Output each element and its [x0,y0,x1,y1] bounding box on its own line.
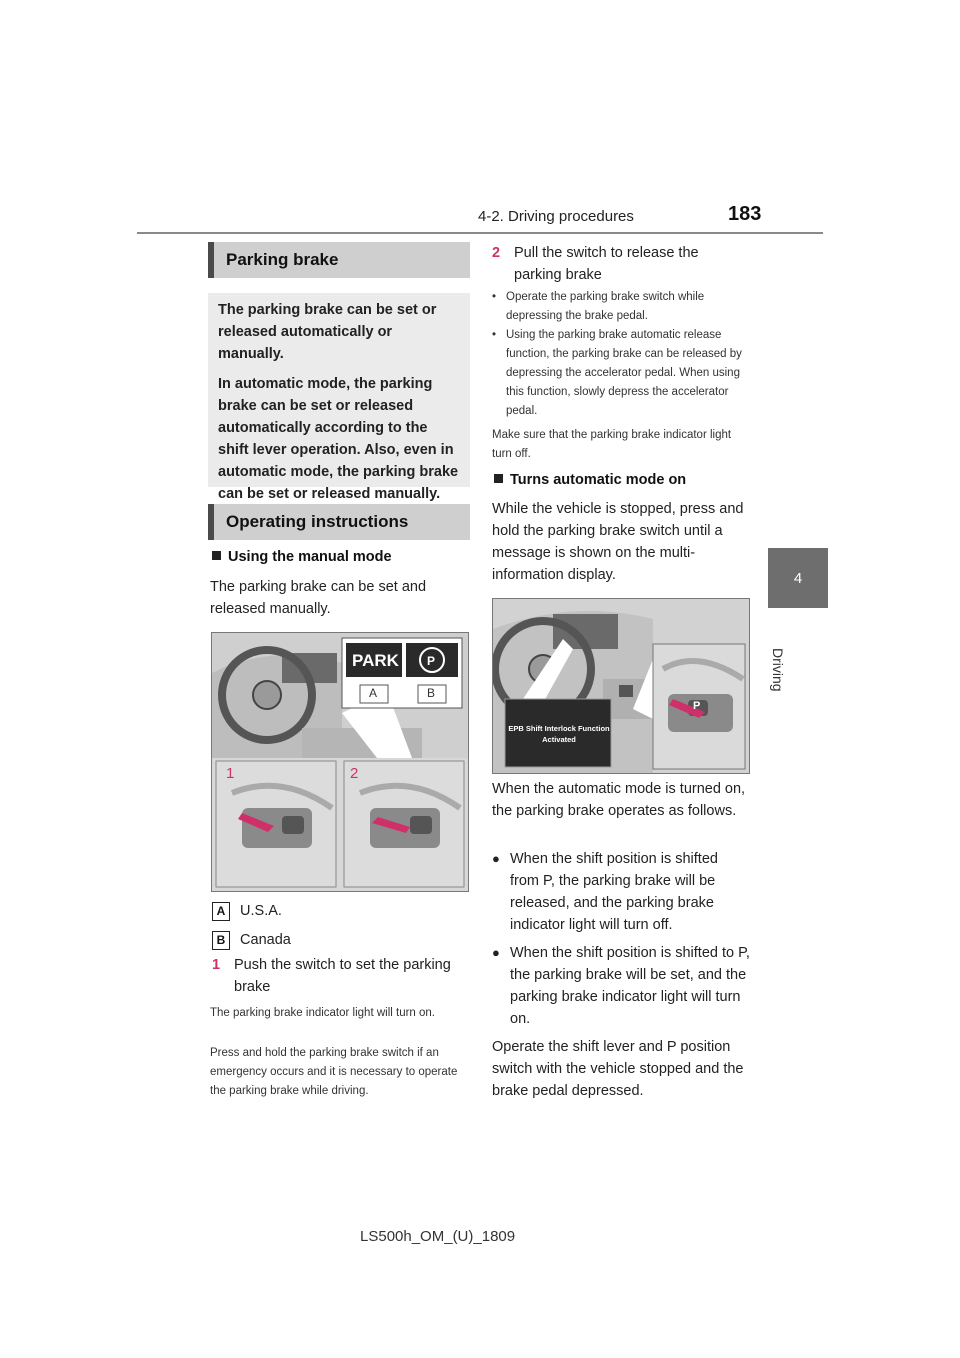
final-instruction: Operate the shift lever and P position switch with the vehicle stopped and the brake pedal depressed. [492,1039,744,1099]
p-switch-symbol: P [693,700,701,712]
intro-paragraph-1: The parking brake can be set or released automatically or manually. [218,302,437,362]
callout-a: A [369,686,378,700]
message-line-2: Activated [542,735,576,744]
figure-automatic-mode [492,598,750,774]
step-2 [492,242,748,286]
p-indicator-symbol: P [427,654,436,668]
heading-bar [208,504,214,540]
square-bullet-icon [494,474,503,483]
step-marker-1: 1 [226,765,235,782]
bullet-text: Operate the parking brake switch while depressing the brake pedal. [506,291,705,322]
bullet-dot: • [492,291,497,303]
page-number: 183 [728,203,762,225]
subheading-manual-mode [212,549,472,565]
chapter-label: Driving [770,648,786,692]
intro-box [208,293,470,502]
step-number: 2 [492,245,501,261]
section-title: Operating instructions [226,512,409,531]
automatic-result-text: When the automatic mode is turned on, the parking brake operates as follows. [492,781,746,819]
header-rule [137,232,823,234]
legend-text: U.S.A. [240,903,282,919]
figure-parking-brake-switch [211,632,469,892]
running-header-section: 4-2. Driving procedures [478,208,634,225]
figure-illustration [493,599,749,773]
step-text: Pull the switch to release the parking brake [514,245,699,283]
message-line-1: EPB Shift Interlock Function [508,724,610,733]
step-1 [212,954,470,998]
section-heading-parking-brake [208,242,470,278]
bullet-dot: • [492,329,497,341]
figure-illustration [212,633,468,891]
park-indicator-text: PARK [352,651,399,670]
subheading-text: Using the manual mode [228,549,392,565]
bullet-brake-pedal [492,288,748,326]
note-indicator-on: The parking brake indicator light will turn on. [210,1007,436,1019]
step-marker-2: 2 [350,765,359,782]
legend-mark: B [212,931,230,950]
subheading-text: Turns automatic mode on [510,472,687,488]
section-heading-operating [208,504,470,540]
bullet-icon: ● [492,945,500,960]
step-text: Push the switch to set the parking brake [234,957,451,995]
manual-mode-text: The parking brake can be set and released manually. [210,579,427,617]
bullet-text: Using the parking brake automatic release function, the parking brake can be released by depressing the accelerator pedal. When using this function, slowly depress the accelerator pedal. [506,329,742,417]
bullet-icon: ● [492,851,500,866]
chapter-number: 4 [793,569,803,587]
legend-mark: A [212,902,230,921]
result-text: When the shift position is shifted to P, the parking brake will be set, and the parking brake indicator light will turn on. [510,945,750,1027]
intro-paragraph-2: In automatic mode, the parking brake can be set or released automatically according to the shift lever operation. Also, even in automatic mode, the parking brake can be set or released manually. [218,376,459,502]
note-indicator-off: Make sure that the parking brake indicator light turn off. [492,429,732,460]
section-title: Parking brake [226,250,339,269]
bullet-auto-release [492,326,748,421]
callout-b: B [427,686,436,700]
multi-info-display-message [507,723,611,745]
legend-row-b [212,929,472,951]
automatic-mode-text: While the vehicle is stopped, press and hold the parking brake switch until a message is shown on the multi-information display. [492,501,744,583]
legend-text: Canada [240,932,291,948]
note-emergency: Press and hold the parking brake switch if an emergency occurs and it is necessary to operate the parking brake while driving. [210,1047,458,1097]
result-text: When the shift position is shifted from P, the parking brake will be released, and the parking brake indicator light will turn off. [510,851,718,933]
subheading-automatic-mode [494,472,750,488]
result-shift-from-p [492,848,750,936]
square-bullet-icon [212,551,221,560]
chapter-tab [768,548,828,608]
heading-bar [208,242,214,278]
result-shift-to-p [492,942,750,1030]
step-number: 1 [212,957,221,973]
document-code: LS500h_OM_(U)_1809 [360,1228,516,1245]
legend-row-a [212,900,472,922]
